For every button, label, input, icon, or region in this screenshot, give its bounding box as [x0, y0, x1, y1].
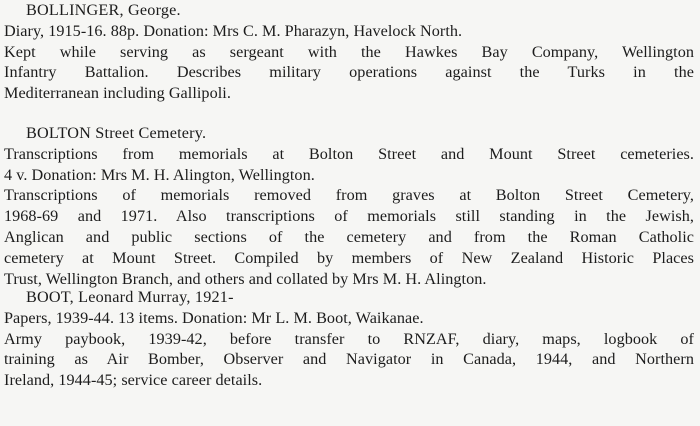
entry-heading: BOLTON Street Cemetery.	[26, 124, 207, 142]
entry-line: Mediterranean including Gallipoli.	[4, 84, 231, 103]
entry-heading: BOOT, Leonard Murray, 1921-	[26, 288, 234, 306]
entry-heading: BOLLINGER, George.	[26, 1, 181, 19]
catalog-entry-bolton-street-cemetery	[4, 123, 694, 289]
entry-line: Anglican and public sections of the cemetery and from the Roman Catholic	[4, 227, 694, 246]
entry-line: cemetery at Mount Street. Compiled by members of New Zealand Historic Places	[4, 248, 694, 267]
entry-line: Ireland, 1944-45; service career details.	[4, 371, 263, 390]
entry-line: Papers, 1939-44. 13 items. Donation: Mr L. M. Boot, Waikanae.	[4, 308, 424, 327]
entry-line: Trust, Wellington Branch, and others and collated by Mrs M. H. Alington.	[4, 269, 487, 288]
catalog-entry-boot	[4, 287, 694, 391]
entry-line: Kept while serving as sergeant with the Hawkes Bay Company, Wellington	[4, 42, 694, 61]
entry-line: Transcriptions of memorials removed from graves at Bolton Street Cemetery,	[4, 186, 694, 205]
entry-line: Diary, 1915-16. 88p. Donation: Mrs C. M. Pharazyn, Havelock North.	[4, 21, 463, 40]
catalog-entry-bollinger	[4, 0, 694, 104]
entry-line: 1968-69 and 1971. Also transcriptions of memorials still standing in the Jewish,	[4, 207, 694, 226]
entry-line: training as Air Bomber, Observer and Navigator in Canada, 1944, and Northern	[4, 350, 694, 369]
entry-line: Transcriptions from memorials at Bolton Street and Mount Street cemeteries.	[4, 144, 694, 163]
entry-line: Army paybook, 1939-42, before transfer to RNZAF, diary, maps, logbook of	[4, 329, 694, 348]
entry-line: 4 v. Donation: Mrs M. H. Alington, Wellington.	[4, 165, 315, 184]
entry-line: Infantry Battalion. Describes military operations against the Turks in the	[4, 63, 694, 82]
